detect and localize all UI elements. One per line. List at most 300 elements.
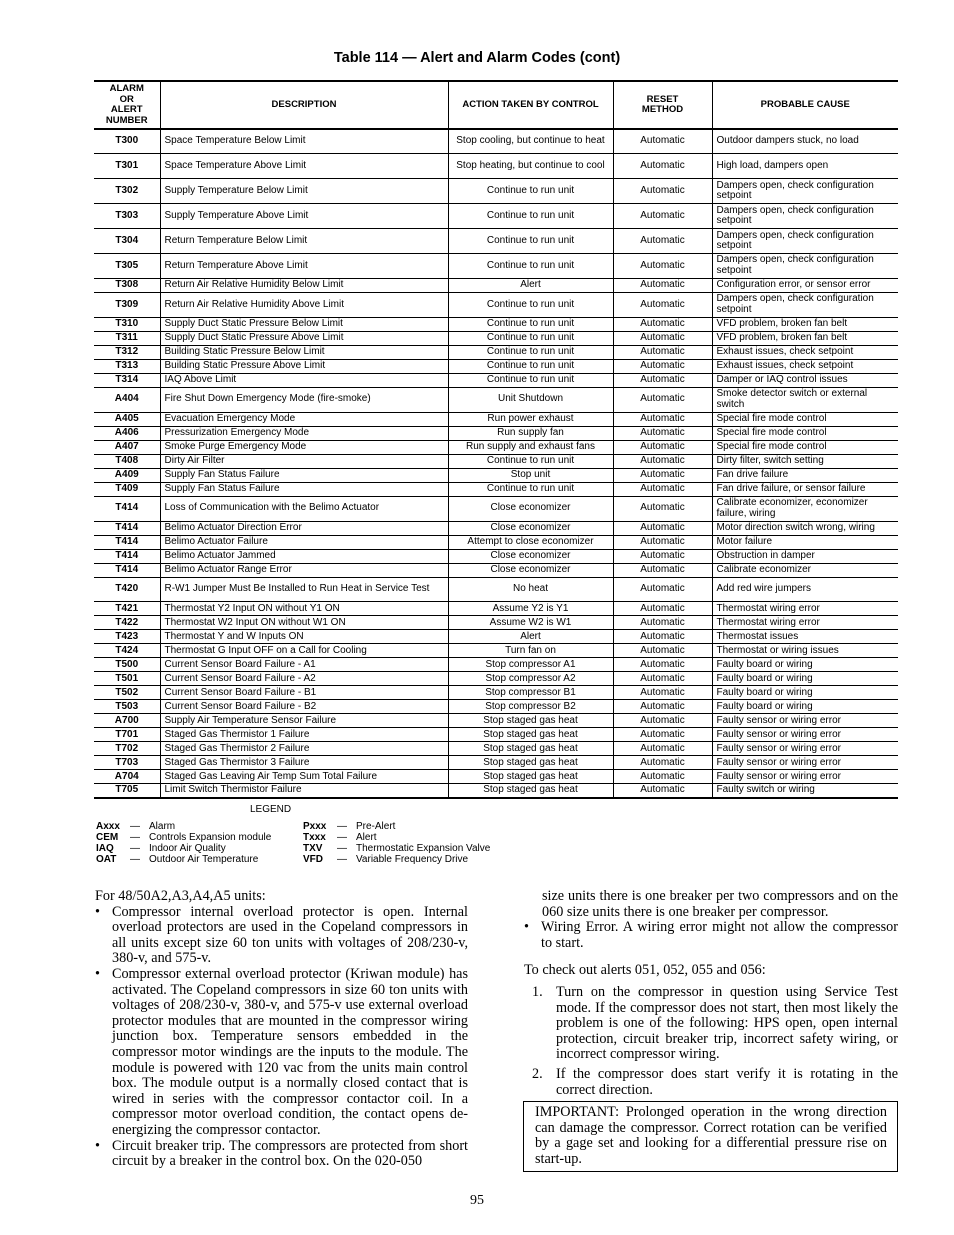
probable-cause-cell: Calibrate economizer, economizer failure, wiring: [712, 496, 898, 521]
table-row: [94, 253, 898, 278]
description-cell: Belimo Actuator Failure: [160, 535, 448, 549]
reset-method-cell: Automatic: [613, 742, 712, 756]
action-cell: Assume Y2 is Y1: [448, 602, 613, 616]
alarm-number-cell: A406: [94, 426, 160, 440]
table-row: [94, 521, 898, 535]
description-cell: Return Temperature Below Limit: [160, 229, 448, 254]
alarm-number-cell: T304: [94, 229, 160, 254]
probable-cause-cell: Faulty sensor or wiring error: [712, 728, 898, 742]
legend-entry: [96, 832, 271, 843]
probable-cause-cell: Fan drive failure, or sensor failure: [712, 482, 898, 496]
reset-method-cell: Automatic: [613, 412, 712, 426]
table-row: [94, 616, 898, 630]
reset-method-cell: Automatic: [613, 630, 712, 644]
column-header-reset-method: RESET METHOD: [613, 81, 712, 129]
action-cell: Close economizer: [448, 496, 613, 521]
bullet-text: Compressor external overload protector (Kriwan module) has activated. The Copeland compressors in size 60 ton units with voltages of 208/230-v, 380-v, and 575-v use external overload protector modules that are mounted in the compressor wiring junction box. Temperature sensors embedded in the compressor motor windings are the inputs to the module. The module is powered with 120 vac from the units main control box. The module output is a normally closed contact that is wired in series with the compressor contactor coil. In a compressor motor overload condition, the contact opens de-energizing the compressor contactor.: [112, 965, 468, 1138]
description-cell: Thermostat Y2 Input ON without Y1 ON: [160, 602, 448, 616]
probable-cause-cell: Faulty switch or wiring: [712, 784, 898, 798]
action-cell: Continue to run unit: [448, 292, 613, 317]
table-row: [94, 644, 898, 658]
table-row: [94, 129, 898, 154]
description-cell: Staged Gas Thermistor 1 Failure: [160, 728, 448, 742]
legend-left-column: [96, 821, 271, 865]
legend-entry: [303, 854, 490, 865]
legend-definition: Thermostatic Expansion Valve: [356, 843, 491, 854]
reset-method-cell: Automatic: [613, 129, 712, 154]
alarm-number-cell: T502: [94, 686, 160, 700]
alarm-number-cell: T414: [94, 563, 160, 577]
reset-method-cell: Automatic: [613, 331, 712, 345]
action-cell: Continue to run unit: [448, 373, 613, 387]
alarm-number-cell: T421: [94, 602, 160, 616]
reset-method-cell: Automatic: [613, 770, 712, 784]
alarm-number-cell: T305: [94, 253, 160, 278]
bullet-item: [95, 1139, 468, 1170]
probable-cause-cell: Damper or IAQ control issues: [712, 373, 898, 387]
step-text: Turn on the compressor in question using Service Test mode. If the compressor does not start, then most likely the problem is one of the following: HPS open, open internal protection, circuit breaker trip, incorrect safety wiring, or incorrect compressor wiring.: [556, 983, 898, 1063]
table-row: [94, 686, 898, 700]
description-cell: Building Static Pressure Below Limit: [160, 345, 448, 359]
probable-cause-cell: Faulty sensor or wiring error: [712, 756, 898, 770]
action-cell: Continue to run unit: [448, 204, 613, 229]
table-row: [94, 672, 898, 686]
legend-abbr: CEM: [96, 832, 119, 843]
description-cell: Space Temperature Above Limit: [160, 154, 448, 179]
reset-method-cell: Automatic: [613, 179, 712, 204]
legend-abbr: OAT: [96, 854, 117, 865]
table-row: [94, 563, 898, 577]
probable-cause-cell: Faulty board or wiring: [712, 672, 898, 686]
legend-abbr: IAQ: [96, 843, 114, 854]
alarm-number-cell: T423: [94, 630, 160, 644]
table-row: [94, 387, 898, 412]
reset-method-cell: Automatic: [613, 577, 712, 602]
probable-cause-cell: Faulty board or wiring: [712, 700, 898, 714]
probable-cause-cell: Thermostat issues: [712, 630, 898, 644]
legend-dash: —: [337, 843, 347, 854]
probable-cause-cell: Exhaust issues, check setpoint: [712, 359, 898, 373]
description-cell: Supply Temperature Below Limit: [160, 179, 448, 204]
continuation-text: size units there is one breaker per two compressors and on the 060 size units there is one breaker per compressor.: [542, 888, 898, 920]
table-row: [94, 482, 898, 496]
description-cell: Staged Gas Thermistor 3 Failure: [160, 756, 448, 770]
legend-abbr: Txxx: [303, 832, 326, 843]
bullet-text: Wiring Error. A wiring error might not allow the compressor to start.: [541, 919, 898, 951]
description-cell: Supply Fan Status Failure: [160, 468, 448, 482]
probable-cause-cell: Dampers open, check configuration setpoint: [712, 204, 898, 229]
reset-method-cell: Automatic: [613, 535, 712, 549]
probable-cause-cell: Smoke detector switch or external switch: [712, 387, 898, 412]
alarm-number-cell: A407: [94, 440, 160, 454]
reset-method-cell: Automatic: [613, 602, 712, 616]
table-row: [94, 204, 898, 229]
alarm-number-cell: T311: [94, 331, 160, 345]
action-cell: Stop compressor B2: [448, 700, 613, 714]
alarm-number-cell: T503: [94, 700, 160, 714]
alarm-number-cell: T303: [94, 204, 160, 229]
reset-method-cell: Automatic: [613, 521, 712, 535]
reset-method-cell: Automatic: [613, 317, 712, 331]
action-cell: Stop staged gas heat: [448, 756, 613, 770]
reset-method-cell: Automatic: [613, 387, 712, 412]
reset-method-cell: Automatic: [613, 345, 712, 359]
probable-cause-cell: Exhaust issues, check setpoint: [712, 345, 898, 359]
legend-dash: —: [130, 854, 140, 865]
action-cell: Stop staged gas heat: [448, 742, 613, 756]
description-cell: Current Sensor Board Failure - A2: [160, 672, 448, 686]
table-row: [94, 742, 898, 756]
legend-entry: [303, 832, 490, 843]
probable-cause-cell: Thermostat or wiring issues: [712, 644, 898, 658]
legend-dash: —: [130, 832, 140, 843]
reset-method-cell: Automatic: [613, 563, 712, 577]
reset-method-cell: Automatic: [613, 686, 712, 700]
action-cell: Turn fan on: [448, 644, 613, 658]
probable-cause-cell: Configuration error, or sensor error: [712, 278, 898, 292]
probable-cause-cell: Faulty sensor or wiring error: [712, 742, 898, 756]
description-cell: Return Air Relative Humidity Above Limit: [160, 292, 448, 317]
legend-dash: —: [337, 832, 347, 843]
alarm-number-cell: T703: [94, 756, 160, 770]
description-cell: Return Air Relative Humidity Below Limit: [160, 278, 448, 292]
description-cell: Current Sensor Board Failure - A1: [160, 658, 448, 672]
description-cell: Smoke Purge Emergency Mode: [160, 440, 448, 454]
legend-definition: Pre-Alert: [356, 821, 396, 832]
description-cell: Space Temperature Below Limit: [160, 129, 448, 154]
table-row: [94, 549, 898, 563]
action-cell: Run power exhaust: [448, 412, 613, 426]
table-row: [94, 658, 898, 672]
probable-cause-cell: High load, dampers open: [712, 154, 898, 179]
column-header-description: DESCRIPTION: [160, 81, 448, 129]
table-row: [94, 359, 898, 373]
alarm-number-cell: T501: [94, 672, 160, 686]
probable-cause-cell: Faulty sensor or wiring error: [712, 714, 898, 728]
alarm-number-cell: T309: [94, 292, 160, 317]
bullet-item: [95, 967, 468, 1139]
table-row: [94, 784, 898, 798]
probable-cause-cell: Dirty filter, switch setting: [712, 454, 898, 468]
reset-method-cell: Automatic: [613, 658, 712, 672]
column-header-probable-cause: PROBABLE CAUSE: [712, 81, 898, 129]
alarm-codes-table: [94, 80, 898, 799]
description-cell: Supply Duct Static Pressure Below Limit: [160, 317, 448, 331]
reset-method-cell: Automatic: [613, 468, 712, 482]
probable-cause-cell: Thermostat wiring error: [712, 616, 898, 630]
action-cell: Stop heating, but continue to cool: [448, 154, 613, 179]
description-cell: Limit Switch Thermistor Failure: [160, 784, 448, 798]
legend-entry: [96, 821, 271, 832]
legend-dash: —: [130, 843, 140, 854]
step-text: If the compressor does start verify it is rotating in the correct direction.: [556, 1065, 898, 1098]
reset-method-cell: Automatic: [613, 616, 712, 630]
table-row: [94, 345, 898, 359]
alarm-number-cell: T409: [94, 482, 160, 496]
description-cell: Fire Shut Down Emergency Mode (fire-smoke): [160, 387, 448, 412]
action-cell: Stop staged gas heat: [448, 728, 613, 742]
description-cell: Dirty Air Filter: [160, 454, 448, 468]
legend-dash: —: [337, 821, 347, 832]
table-row: [94, 154, 898, 179]
description-cell: IAQ Above Limit: [160, 373, 448, 387]
description-cell: Current Sensor Board Failure - B1: [160, 686, 448, 700]
bullet-item: [524, 920, 898, 951]
action-cell: Stop unit: [448, 468, 613, 482]
alarm-number-cell: T420: [94, 577, 160, 602]
description-cell: Staged Gas Thermistor 2 Failure: [160, 742, 448, 756]
alarm-number-cell: A409: [94, 468, 160, 482]
reset-method-cell: Automatic: [613, 373, 712, 387]
table-row: [94, 278, 898, 292]
table-row: [94, 770, 898, 784]
table-row: [94, 496, 898, 521]
table-row: [94, 700, 898, 714]
alarm-number-cell: T312: [94, 345, 160, 359]
table-row: [94, 317, 898, 331]
action-cell: Continue to run unit: [448, 454, 613, 468]
probable-cause-cell: Special fire mode control: [712, 426, 898, 440]
description-cell: Loss of Communication with the Belimo Actuator: [160, 496, 448, 521]
reset-method-cell: Automatic: [613, 359, 712, 373]
alarm-number-cell: T424: [94, 644, 160, 658]
reset-method-cell: Automatic: [613, 426, 712, 440]
table-row: [94, 426, 898, 440]
legend-abbr: VFD: [303, 854, 323, 865]
reset-method-cell: Automatic: [613, 440, 712, 454]
alarm-number-cell: T308: [94, 278, 160, 292]
legend-abbr: Axxx: [96, 821, 120, 832]
probable-cause-cell: Faulty sensor or wiring error: [712, 770, 898, 784]
legend-dash: —: [130, 821, 140, 832]
table-row: [94, 412, 898, 426]
procedure-step: [524, 985, 898, 1063]
alarm-number-cell: T310: [94, 317, 160, 331]
reset-method-cell: Automatic: [613, 644, 712, 658]
alarm-number-cell: T302: [94, 179, 160, 204]
reset-method-cell: Automatic: [613, 728, 712, 742]
table-body: [94, 129, 898, 798]
legend-entry: [96, 843, 271, 854]
legend-definition: Alarm: [149, 821, 176, 832]
action-cell: Continue to run unit: [448, 229, 613, 254]
probable-cause-cell: Dampers open, check configuration setpoint: [712, 179, 898, 204]
action-cell: Stop cooling, but continue to heat: [448, 129, 613, 154]
alarm-number-cell: A405: [94, 412, 160, 426]
probable-cause-cell: VFD problem, broken fan belt: [712, 331, 898, 345]
bullet-text: Circuit breaker trip. The compressors are protected from short circuit by a breaker in the control box. On the 020-050: [112, 1137, 468, 1170]
table-row: [94, 535, 898, 549]
procedure-intro: To check out alerts 051, 052, 055 and 056:: [524, 962, 766, 979]
reset-method-cell: Automatic: [613, 292, 712, 317]
action-cell: Close economizer: [448, 521, 613, 535]
table-row: [94, 728, 898, 742]
action-cell: Close economizer: [448, 549, 613, 563]
probable-cause-cell: Special fire mode control: [712, 440, 898, 454]
reset-method-cell: Automatic: [613, 154, 712, 179]
alarm-number-cell: T300: [94, 129, 160, 154]
alarm-number-cell: T301: [94, 154, 160, 179]
table-row: [94, 440, 898, 454]
reset-method-cell: Automatic: [613, 253, 712, 278]
description-cell: Supply Temperature Above Limit: [160, 204, 448, 229]
alarm-number-cell: T414: [94, 496, 160, 521]
action-cell: Continue to run unit: [448, 317, 613, 331]
description-cell: Evacuation Emergency Mode: [160, 412, 448, 426]
alarm-number-cell: T422: [94, 616, 160, 630]
action-cell: Continue to run unit: [448, 345, 613, 359]
page-number: 95: [470, 1193, 484, 1208]
action-cell: Continue to run unit: [448, 331, 613, 345]
description-cell: Supply Duct Static Pressure Above Limit: [160, 331, 448, 345]
action-cell: Run supply fan: [448, 426, 613, 440]
table-row: [94, 373, 898, 387]
probable-cause-cell: VFD problem, broken fan belt: [712, 317, 898, 331]
action-cell: Continue to run unit: [448, 359, 613, 373]
step-number: 1.: [532, 983, 543, 1000]
legend-entry: [303, 821, 490, 832]
step-number: 2.: [532, 1065, 543, 1082]
reset-method-cell: Automatic: [613, 454, 712, 468]
column-header-action: ACTION TAKEN BY CONTROL: [448, 81, 613, 129]
action-cell: Stop staged gas heat: [448, 784, 613, 798]
table-row: [94, 756, 898, 770]
action-cell: Stop staged gas heat: [448, 714, 613, 728]
table-row: [94, 229, 898, 254]
description-cell: Thermostat G Input OFF on a Call for Cooling: [160, 644, 448, 658]
probable-cause-cell: Thermostat wiring error: [712, 602, 898, 616]
alarm-number-cell: T705: [94, 784, 160, 798]
reset-method-cell: Automatic: [613, 714, 712, 728]
probable-cause-cell: Dampers open, check configuration setpoint: [712, 253, 898, 278]
reset-method-cell: Automatic: [613, 204, 712, 229]
action-cell: Stop compressor A2: [448, 672, 613, 686]
table-row: [94, 714, 898, 728]
table-row: [94, 577, 898, 602]
action-cell: Unit Shutdown: [448, 387, 613, 412]
description-cell: Current Sensor Board Failure - B2: [160, 700, 448, 714]
bullet-mark: •: [95, 965, 100, 982]
legend-definition: Outdoor Air Temperature: [149, 854, 259, 865]
alarm-number-cell: T701: [94, 728, 160, 742]
probable-cause-cell: Add red wire jumpers: [712, 577, 898, 602]
action-cell: Stop compressor B1: [448, 686, 613, 700]
description-cell: Belimo Actuator Jammed: [160, 549, 448, 563]
reset-method-cell: Automatic: [613, 229, 712, 254]
table-row: [94, 630, 898, 644]
legend-abbr: Pxxx: [303, 821, 327, 832]
description-cell: Belimo Actuator Range Error: [160, 563, 448, 577]
bullet-mark: •: [95, 1137, 100, 1154]
alarm-number-cell: A404: [94, 387, 160, 412]
probable-cause-cell: Special fire mode control: [712, 412, 898, 426]
action-cell: Run supply and exhaust fans: [448, 440, 613, 454]
body-right-column: [524, 889, 898, 1098]
probable-cause-cell: Calibrate economizer: [712, 563, 898, 577]
action-cell: Alert: [448, 278, 613, 292]
action-cell: Continue to run unit: [448, 482, 613, 496]
alarm-number-cell: A700: [94, 714, 160, 728]
description-cell: Thermostat Y and W Inputs ON: [160, 630, 448, 644]
alarm-number-cell: T500: [94, 658, 160, 672]
description-cell: Thermostat W2 Input ON without W1 ON: [160, 616, 448, 630]
legend-title: LEGEND: [250, 804, 292, 815]
legend-definition: Controls Expansion module: [149, 832, 272, 843]
probable-cause-cell: Motor direction switch wrong, wiring: [712, 521, 898, 535]
table-row: [94, 454, 898, 468]
table-row: [94, 468, 898, 482]
probable-cause-cell: Outdoor dampers stuck, no load: [712, 129, 898, 154]
bullet-item: [95, 905, 468, 967]
alarm-number-cell: T314: [94, 373, 160, 387]
bullet-mark: •: [95, 903, 100, 920]
description-cell: Building Static Pressure Above Limit: [160, 359, 448, 373]
description-cell: Belimo Actuator Direction Error: [160, 521, 448, 535]
table-header-row: [94, 81, 898, 129]
alarm-number-cell: A704: [94, 770, 160, 784]
legend-abbr: TXV: [303, 843, 323, 854]
action-cell: Close economizer: [448, 563, 613, 577]
probable-cause-cell: Obstruction in damper: [712, 549, 898, 563]
table-row: [94, 602, 898, 616]
procedure-step: [524, 1067, 898, 1098]
legend-entry: [96, 854, 271, 865]
reset-method-cell: Automatic: [613, 278, 712, 292]
table-row: [94, 331, 898, 345]
bullet-mark: •: [524, 919, 529, 936]
legend-definition: Indoor Air Quality: [149, 843, 226, 854]
table-row: [94, 179, 898, 204]
action-cell: Continue to run unit: [448, 179, 613, 204]
description-cell: Return Temperature Above Limit: [160, 253, 448, 278]
intro-text: For 48/50A2,A3,A4,A5 units:: [95, 888, 266, 904]
reset-method-cell: Automatic: [613, 784, 712, 798]
legend-definition: Alert: [356, 832, 377, 843]
reset-method-cell: Automatic: [613, 672, 712, 686]
legend-entry: [303, 843, 490, 854]
probable-cause-cell: Faulty board or wiring: [712, 686, 898, 700]
column-header-alarm-number: ALARM OR ALERT NUMBER: [94, 81, 160, 129]
action-cell: No heat: [448, 577, 613, 602]
probable-cause-cell: Motor failure: [712, 535, 898, 549]
reset-method-cell: Automatic: [613, 756, 712, 770]
probable-cause-cell: Dampers open, check configuration setpoint: [712, 229, 898, 254]
description-cell: Pressurization Emergency Mode: [160, 426, 448, 440]
alarm-number-cell: T414: [94, 549, 160, 563]
probable-cause-cell: Dampers open, check configuration setpoint: [712, 292, 898, 317]
alarm-number-cell: T702: [94, 742, 160, 756]
body-left-column: [95, 889, 468, 1170]
probable-cause-cell: Faulty board or wiring: [712, 658, 898, 672]
bullet-text: Compressor internal overload protector is open. Internal overload protectors are used in the Copeland compressors in all units except size 60 ton units with voltages of 208/230-v, 380-v, and 575-v.: [112, 903, 468, 967]
alarm-number-cell: T408: [94, 454, 160, 468]
action-cell: Stop staged gas heat: [448, 770, 613, 784]
reset-method-cell: Automatic: [613, 700, 712, 714]
action-cell: Assume W2 is W1: [448, 616, 613, 630]
description-cell: Supply Fan Status Failure: [160, 482, 448, 496]
reset-method-cell: Automatic: [613, 496, 712, 521]
alarm-number-cell: T414: [94, 521, 160, 535]
reset-method-cell: Automatic: [613, 549, 712, 563]
action-cell: Continue to run unit: [448, 253, 613, 278]
legend-right-column: [303, 821, 490, 865]
action-cell: Attempt to close economizer: [448, 535, 613, 549]
alarm-number-cell: T414: [94, 535, 160, 549]
legend-definition: Variable Frequency Drive: [356, 854, 469, 865]
important-notice-box: IMPORTANT: Prolonged operation in the wrong direction can damage the compressor. Correct rotation can be verified by a gage set and looking for a differential pressure rise on start-up.: [523, 1101, 898, 1172]
reset-method-cell: Automatic: [613, 482, 712, 496]
description-cell: Supply Air Temperature Sensor Failure: [160, 714, 448, 728]
